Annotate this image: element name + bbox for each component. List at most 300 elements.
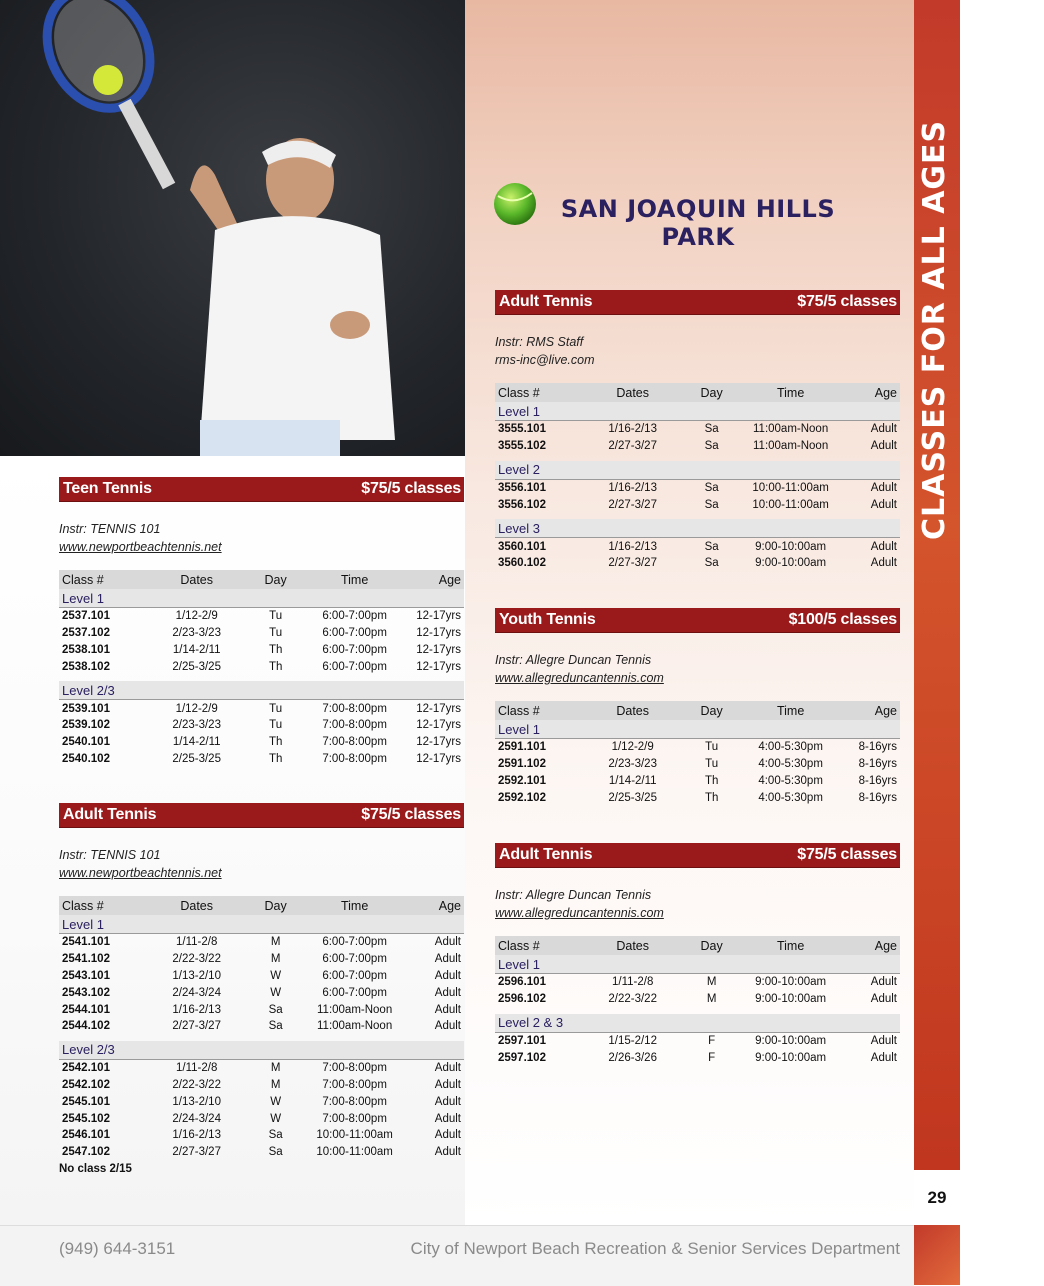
instructor-info	[495, 651, 900, 687]
level-label: Level 2/3	[59, 681, 464, 700]
instructor-name: Instr: TENNIS 101	[59, 522, 161, 536]
class-dates: 1/14-2/11	[172, 736, 221, 749]
class-time: 6:00-7:00pm	[322, 660, 387, 673]
class-day: Sa	[704, 423, 719, 436]
class-day: Sa	[268, 1020, 283, 1033]
class-dates: 1/16-2/13	[172, 1129, 221, 1142]
class-time: 6:00-7:00pm	[322, 643, 387, 656]
class-dates: 1/13-2/10	[172, 1095, 221, 1108]
column-header: Class #	[495, 936, 584, 955]
level-row	[59, 589, 464, 608]
class-time: 4:00-5:30pm	[758, 741, 823, 754]
section-adult-tennis-left	[59, 803, 464, 1175]
section-header	[59, 803, 464, 828]
class-number: 2591.102	[498, 758, 546, 771]
section-price: $75/5 classes	[797, 293, 897, 310]
instructor-link[interactable]: www.allegreduncantennis.com	[495, 906, 664, 920]
class-time: 6:00-7:00pm	[322, 969, 387, 982]
class-age: Adult	[870, 976, 897, 989]
section-price: $100/5 classes	[788, 611, 897, 628]
class-day: Sa	[704, 481, 719, 494]
class-time: 6:00-7:00pm	[322, 936, 387, 949]
class-number: 2543.101	[62, 969, 110, 982]
column-header: Day	[245, 896, 306, 915]
footer-department: City of Newport Beach Recreation & Senior Services Department	[410, 1239, 900, 1258]
class-number: 2537.102	[62, 627, 110, 640]
class-time: 9:00-10:00am	[755, 993, 827, 1006]
column-header: Age	[403, 570, 464, 589]
level-label: Level 2 & 3	[495, 1014, 900, 1033]
class-age: 12-17yrs	[416, 702, 461, 715]
class-age: 12-17yrs	[416, 719, 461, 732]
section-adult-tennis-adt	[495, 843, 900, 1066]
class-day: Tu	[269, 719, 283, 732]
class-time: 6:00-7:00pm	[322, 986, 387, 999]
level-label: Level 1	[59, 589, 464, 608]
class-number: 2540.101	[62, 736, 110, 749]
table-row	[495, 991, 900, 1008]
table-row	[59, 1059, 464, 1076]
column-header: Dates	[148, 896, 245, 915]
class-day: Tu	[705, 741, 719, 754]
table-row	[59, 1127, 464, 1144]
table-row	[59, 1093, 464, 1110]
class-age: Adult	[870, 540, 897, 553]
class-age: Adult	[434, 1003, 461, 1016]
class-number: 2596.102	[498, 993, 546, 1006]
table-row	[59, 734, 464, 751]
class-number: 2545.102	[62, 1112, 110, 1125]
table-row	[495, 438, 900, 455]
class-time: 7:00-8:00pm	[322, 702, 387, 715]
class-dates: 1/12-2/9	[611, 741, 654, 754]
level-row	[495, 519, 900, 538]
section-teen-tennis	[59, 477, 464, 767]
table-row	[495, 1032, 900, 1049]
column-header: Day	[681, 936, 742, 955]
class-dates: 2/26-3/26	[608, 1051, 657, 1064]
tennis-player-photo	[0, 0, 465, 456]
section-title: Youth Tennis	[499, 611, 596, 628]
class-dates: 1/15-2/12	[608, 1034, 657, 1047]
level-row	[495, 1014, 900, 1033]
class-number: 2591.101	[498, 741, 546, 754]
class-dates: 2/25-3/25	[608, 791, 657, 804]
class-dates: 2/23-3/23	[608, 758, 657, 771]
class-day: Tu	[269, 610, 283, 623]
class-dates: 1/11-2/8	[176, 1062, 218, 1075]
class-number: 2544.101	[62, 1003, 110, 1016]
class-dates: 2/24-3/24	[172, 986, 221, 999]
table-row	[59, 1110, 464, 1127]
class-dates: 2/23-3/23	[172, 719, 221, 732]
class-day: W	[270, 1112, 282, 1125]
column-header: Day	[245, 570, 306, 589]
table-row	[495, 555, 900, 572]
table-row	[59, 1144, 464, 1161]
class-dates: 2/25-3/25	[172, 660, 221, 673]
class-day: W	[270, 1095, 282, 1108]
section-header	[495, 608, 900, 633]
class-dates: 2/27-3/27	[172, 1020, 221, 1033]
class-age: 12-17yrs	[416, 736, 461, 749]
class-dates: 1/16-2/13	[172, 1003, 221, 1016]
class-number: 2537.101	[62, 610, 110, 623]
page-number: 29	[914, 1170, 960, 1225]
class-day: Sa	[704, 498, 719, 511]
column-header: Time	[742, 701, 839, 720]
class-time: 4:00-5:30pm	[758, 774, 823, 787]
class-time: 7:00-8:00pm	[322, 736, 387, 749]
class-age: Adult	[434, 953, 461, 966]
class-dates: 1/13-2/10	[172, 969, 221, 982]
class-time: 7:00-8:00pm	[322, 1095, 387, 1108]
class-age: Adult	[870, 1034, 897, 1047]
class-time: 10:00-11:00am	[316, 1146, 393, 1159]
class-day: F	[708, 1051, 716, 1064]
class-number: 2543.102	[62, 986, 110, 999]
class-day: M	[270, 953, 281, 966]
class-time: 11:00am-Noon	[753, 423, 829, 436]
class-dates: 1/14-2/11	[172, 643, 221, 656]
class-dates: 2/24-3/24	[172, 1112, 221, 1125]
class-age: Adult	[434, 1062, 461, 1075]
instructor-name: Instr: Allegre Duncan Tennis	[495, 653, 652, 667]
class-time: 9:00-10:00am	[755, 557, 827, 570]
column-header: Time	[742, 383, 839, 402]
class-day: Sa	[704, 540, 719, 553]
class-table	[495, 936, 900, 1066]
class-time: 9:00-10:00am	[755, 540, 827, 553]
instructor-name: Instr: RMS Staff	[495, 335, 584, 349]
class-day: Tu	[269, 702, 283, 715]
class-age: Adult	[870, 423, 897, 436]
table-row	[495, 479, 900, 496]
section-header	[59, 477, 464, 502]
table-row	[495, 789, 900, 806]
instructor-info	[59, 846, 464, 882]
table-row	[495, 974, 900, 991]
class-dates: 1/16-2/13	[608, 540, 657, 553]
class-day: M	[270, 936, 281, 949]
table-row	[495, 773, 900, 790]
table-row	[59, 608, 464, 625]
section-price: $75/5 classes	[361, 806, 461, 823]
instructor-info	[495, 333, 900, 369]
section-price: $75/5 classes	[361, 480, 461, 497]
column-header: Age	[839, 701, 900, 720]
table-header-row	[59, 896, 464, 915]
class-day: M	[706, 993, 717, 1006]
column-header: Time	[742, 936, 839, 955]
class-dates: 1/12-2/9	[175, 702, 218, 715]
class-age: 8-16yrs	[858, 791, 897, 804]
class-age: Adult	[434, 969, 461, 982]
class-number: 2538.101	[62, 643, 110, 656]
table-header-row	[495, 701, 900, 720]
class-dates: 1/16-2/13	[608, 423, 657, 436]
tennis-ball-icon	[492, 181, 538, 227]
class-day: Sa	[268, 1129, 283, 1142]
class-time: 7:00-8:00pm	[322, 1112, 387, 1125]
section-title: Adult Tennis	[499, 293, 593, 310]
table-header-row	[495, 936, 900, 955]
class-number: 2539.102	[62, 719, 110, 732]
level-label: Level 1	[495, 955, 900, 974]
class-number: 3555.102	[498, 440, 546, 453]
class-number: 2541.102	[62, 953, 110, 966]
table-row	[495, 421, 900, 438]
class-day: Sa	[268, 1003, 283, 1016]
level-row	[59, 681, 464, 700]
class-time: 7:00-8:00pm	[322, 752, 387, 765]
class-day: M	[706, 976, 717, 989]
class-dates: 1/12-2/9	[175, 610, 218, 623]
column-header: Dates	[584, 936, 681, 955]
class-day: M	[270, 1078, 281, 1091]
class-day: Th	[268, 736, 283, 749]
class-number: 2597.102	[498, 1051, 546, 1064]
class-number: 2542.101	[62, 1062, 110, 1075]
class-dates: 1/11-2/8	[612, 976, 654, 989]
class-number: 3560.102	[498, 557, 546, 570]
class-age: Adult	[434, 1129, 461, 1142]
section-title: Adult Tennis	[499, 846, 593, 863]
level-label: Level 1	[495, 720, 900, 739]
schedule-note: No class 2/15	[59, 1162, 132, 1175]
section-title: Adult Tennis	[63, 806, 157, 823]
class-age: Adult	[434, 1112, 461, 1125]
table-row	[495, 496, 900, 513]
class-age: 12-17yrs	[416, 660, 461, 673]
class-number: 2541.101	[62, 936, 110, 949]
section-price: $75/5 classes	[797, 846, 897, 863]
class-day: Th	[268, 660, 283, 673]
class-number: 3555.101	[498, 423, 546, 436]
class-number: 2547.102	[62, 1146, 110, 1159]
instructor-email[interactable]: rms-inc@live.com	[495, 353, 595, 367]
table-row	[59, 625, 464, 642]
class-day: Sa	[268, 1146, 283, 1159]
class-day: Tu	[269, 627, 283, 640]
class-time: 10:00-11:00am	[752, 481, 829, 494]
table-row	[59, 934, 464, 951]
class-number: 2545.101	[62, 1095, 110, 1108]
class-dates: 2/27-3/27	[608, 557, 657, 570]
class-time: 6:00-7:00pm	[322, 953, 387, 966]
column-header: Dates	[584, 701, 681, 720]
class-age: Adult	[870, 481, 897, 494]
column-header: Dates	[584, 383, 681, 402]
class-day: Th	[268, 752, 283, 765]
class-day: Sa	[704, 440, 719, 453]
instructor-info	[495, 886, 900, 922]
table-row	[59, 1001, 464, 1018]
table-header-row	[495, 383, 900, 402]
class-time: 9:00-10:00am	[755, 1051, 827, 1064]
park-title-line2: PARK	[661, 223, 735, 251]
class-number: 2592.102	[498, 791, 546, 804]
table-header-row	[59, 570, 464, 589]
class-time: 10:00-11:00am	[752, 498, 829, 511]
level-row	[59, 915, 464, 934]
instructor-link[interactable]: www.newportbeachtennis.net	[59, 866, 222, 880]
class-day: Th	[704, 791, 719, 804]
column-header: Day	[681, 701, 742, 720]
instructor-name: Instr: TENNIS 101	[59, 848, 161, 862]
table-row	[495, 1049, 900, 1066]
table-row	[495, 538, 900, 555]
class-number: 2596.101	[498, 976, 546, 989]
page-footer	[0, 1225, 914, 1286]
class-age: 12-17yrs	[416, 643, 461, 656]
table-row	[59, 984, 464, 1001]
class-age: 12-17yrs	[416, 752, 461, 765]
class-dates: 2/22-3/22	[172, 953, 221, 966]
class-time: 9:00-10:00am	[755, 1034, 827, 1047]
class-day: W	[270, 986, 282, 999]
level-row	[495, 402, 900, 421]
class-age: Adult	[434, 936, 461, 949]
column-header: Class #	[495, 701, 584, 720]
class-time: 9:00-10:00am	[755, 976, 827, 989]
class-time: 6:00-7:00pm	[322, 610, 387, 623]
class-day: W	[270, 969, 282, 982]
class-time: 7:00-8:00pm	[322, 719, 387, 732]
section-title: Teen Tennis	[63, 480, 152, 497]
class-time: 6:00-7:00pm	[322, 627, 387, 640]
section-header	[495, 843, 900, 868]
table-row	[495, 739, 900, 756]
class-number: 2538.102	[62, 660, 110, 673]
table-row	[59, 751, 464, 768]
class-age: 12-17yrs	[416, 627, 461, 640]
side-banner	[914, 0, 1044, 1170]
class-age: Adult	[870, 1051, 897, 1064]
class-age: 12-17yrs	[416, 610, 461, 623]
class-day: Th	[704, 774, 719, 787]
class-time: 7:00-8:00pm	[322, 1078, 387, 1091]
class-age: Adult	[434, 1146, 461, 1159]
class-age: Adult	[434, 1020, 461, 1033]
class-number: 2542.102	[62, 1078, 110, 1091]
section-header	[495, 290, 900, 315]
class-age: Adult	[434, 986, 461, 999]
class-age: Adult	[870, 440, 897, 453]
column-header: Age	[839, 383, 900, 402]
level-label: Level 1	[59, 915, 464, 934]
level-label: Level 2	[495, 461, 900, 480]
class-age: Adult	[870, 993, 897, 1006]
class-dates: 2/25-3/25	[172, 752, 221, 765]
level-row	[495, 955, 900, 974]
instructor-link[interactable]: www.newportbeachtennis.net	[59, 540, 222, 554]
level-label: Level 2/3	[59, 1041, 464, 1060]
table-row	[59, 1077, 464, 1094]
class-time: 4:00-5:30pm	[758, 758, 823, 771]
column-header: Day	[681, 383, 742, 402]
class-number: 2539.101	[62, 702, 110, 715]
class-day: M	[270, 1062, 281, 1075]
table-row	[59, 700, 464, 717]
class-table	[495, 383, 900, 572]
column-header: Class #	[59, 570, 148, 589]
level-row	[495, 461, 900, 480]
column-header: Time	[306, 896, 403, 915]
class-number: 2592.101	[498, 774, 546, 787]
table-row	[59, 658, 464, 675]
class-time: 10:00-11:00am	[316, 1129, 393, 1142]
table-row	[59, 1018, 464, 1035]
column-header: Time	[306, 570, 403, 589]
class-dates: 1/11-2/8	[176, 936, 218, 949]
footer-phone: (949) 644-3151	[59, 1239, 176, 1258]
class-day: F	[708, 1034, 716, 1047]
class-age: 8-16yrs	[858, 741, 897, 754]
class-age: Adult	[870, 557, 897, 570]
class-day: Tu	[705, 758, 719, 771]
class-age: 8-16yrs	[858, 774, 897, 787]
class-age: Adult	[434, 1078, 461, 1091]
instructor-link[interactable]: www.allegreduncantennis.com	[495, 671, 664, 685]
table-row	[59, 642, 464, 659]
class-age: 8-16yrs	[858, 758, 897, 771]
banner-title: CLASSES FOR ALL AGES	[917, 119, 952, 540]
class-number: 2597.101	[498, 1034, 546, 1047]
class-dates: 1/16-2/13	[608, 481, 657, 494]
table-row	[59, 717, 464, 734]
class-number: 2544.102	[62, 1020, 110, 1033]
class-time: 7:00-8:00pm	[322, 1062, 387, 1075]
class-time: 11:00am-Noon	[317, 1003, 393, 1016]
class-age: Adult	[434, 1095, 461, 1108]
class-dates: 2/22-3/22	[172, 1078, 221, 1091]
class-dates: 2/23-3/23	[172, 627, 221, 640]
table-row	[495, 756, 900, 773]
level-row	[59, 1041, 464, 1060]
park-title	[548, 195, 848, 251]
section-adult-tennis-rms	[495, 290, 900, 572]
class-dates: 2/27-3/27	[608, 498, 657, 511]
class-table	[59, 896, 464, 1161]
class-dates: 2/27-3/27	[608, 440, 657, 453]
class-age: Adult	[870, 498, 897, 511]
class-number: 2540.102	[62, 752, 110, 765]
table-row	[59, 951, 464, 968]
class-dates: 2/22-3/22	[608, 993, 657, 1006]
instructor-info	[59, 520, 464, 556]
class-day: Th	[268, 643, 283, 656]
class-number: 3556.102	[498, 498, 546, 511]
column-header: Dates	[148, 570, 245, 589]
class-table	[59, 570, 464, 767]
level-label: Level 1	[495, 402, 900, 421]
section-youth-tennis	[495, 608, 900, 806]
class-number: 3560.101	[498, 540, 546, 553]
column-header: Class #	[59, 896, 148, 915]
class-dates: 1/14-2/11	[608, 774, 657, 787]
class-dates: 2/27-3/27	[172, 1146, 221, 1159]
class-number: 2546.101	[62, 1129, 110, 1142]
table-row	[59, 968, 464, 985]
column-header: Age	[403, 896, 464, 915]
instructor-name: Instr: Allegre Duncan Tennis	[495, 888, 652, 902]
column-header: Age	[839, 936, 900, 955]
class-number: 3556.101	[498, 481, 546, 494]
level-row	[495, 720, 900, 739]
class-time: 11:00am-Noon	[753, 440, 829, 453]
class-time: 4:00-5:30pm	[758, 791, 823, 804]
